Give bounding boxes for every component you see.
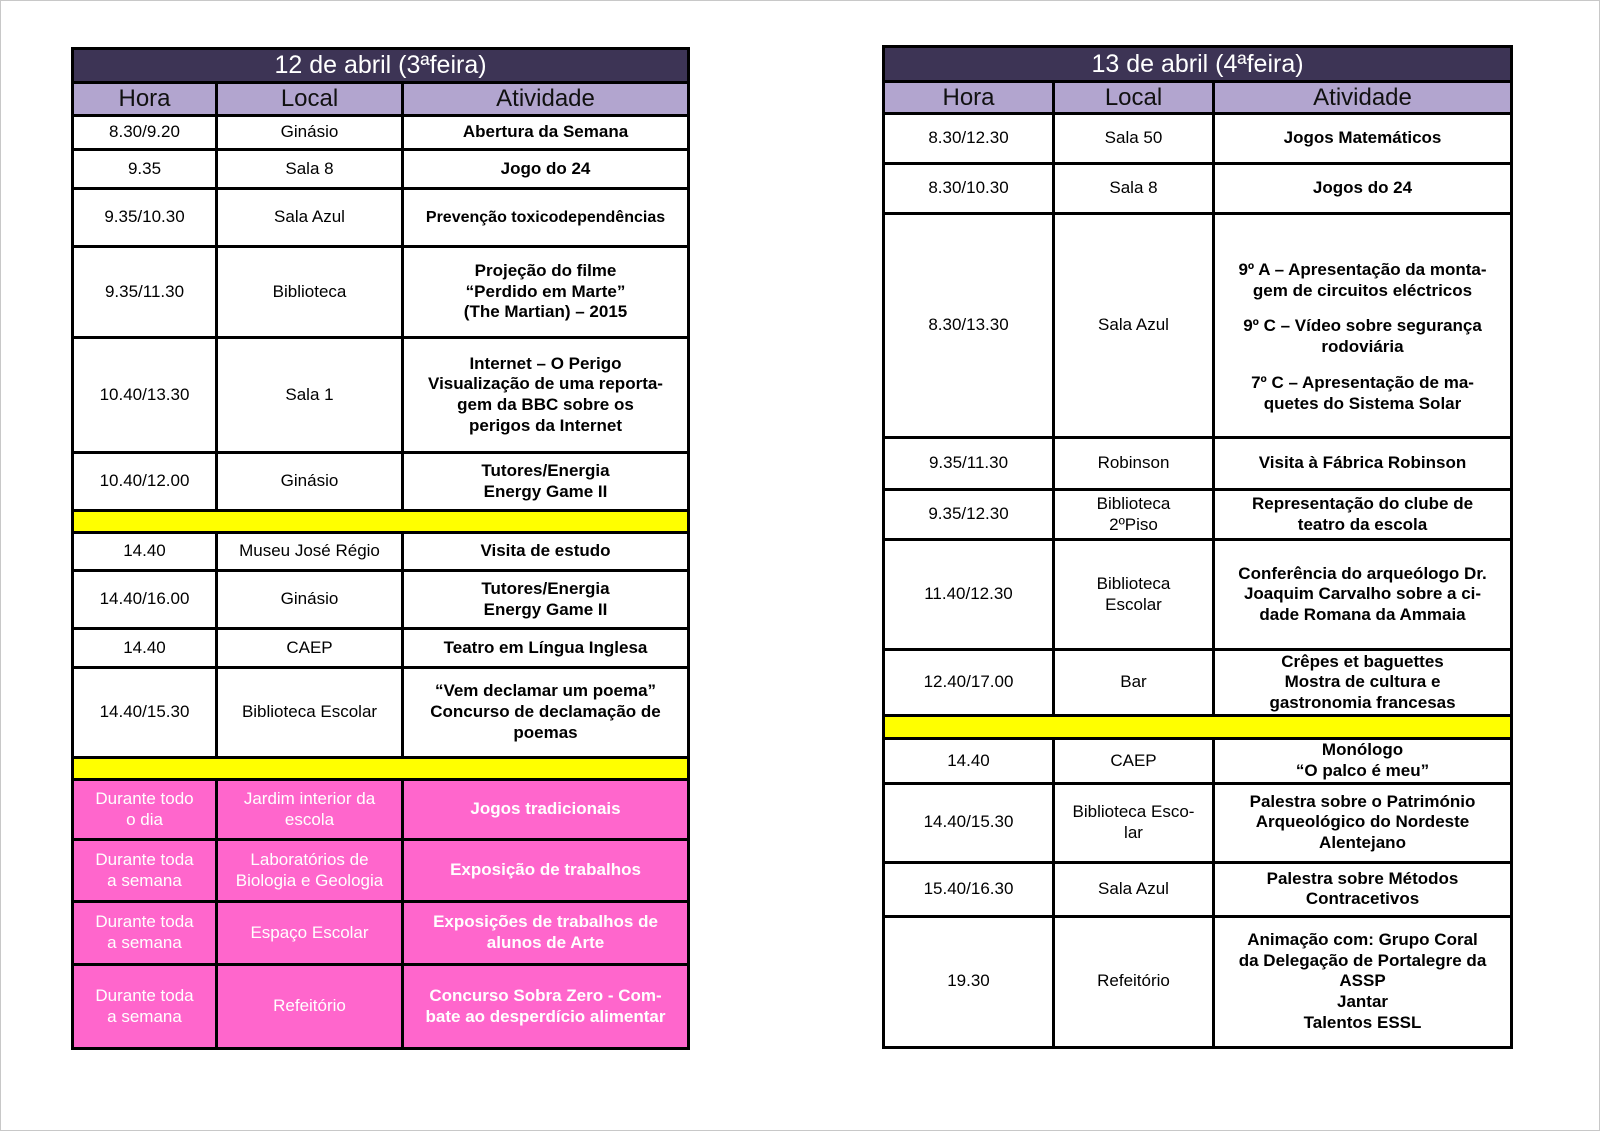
cell-hora: 14.40 (73, 533, 217, 571)
cell-hora: 8.30/13.30 (884, 214, 1054, 438)
activity-line-7c: 7º C – Apresentação de ma- quetes do Sistema Solar (1251, 372, 1474, 413)
table-row (73, 571, 689, 629)
table-row (73, 668, 689, 758)
cell-hora: 10.40/13.30 (73, 338, 217, 453)
table-row (73, 150, 689, 189)
table-row (73, 453, 689, 511)
separator-bar (73, 511, 689, 533)
cell-atividade: Concurso Sobra Zero - Com- bate ao desperdício alimentar (403, 965, 689, 1049)
cell-hora: 11.40/12.30 (884, 540, 1054, 650)
cell-atividade: Teatro em Língua Inglesa (403, 629, 689, 668)
cell-hora: 8.30/12.30 (884, 114, 1054, 164)
table-row (884, 490, 1512, 540)
table-row (884, 164, 1512, 214)
table-row (884, 540, 1512, 650)
cell-atividade: Jogos do 24 (1214, 164, 1512, 214)
table-row (884, 114, 1512, 164)
cell-local: Espaço Escolar (217, 902, 403, 965)
cell-atividade: Jogos tradicionais (403, 780, 689, 840)
schedule-table-day1 (71, 47, 690, 1050)
table-row (73, 840, 689, 902)
cell-atividade: Animação com: Grupo Coral da Delegação de Portalegre da ASSP Jantar Talentos ESSL (1214, 916, 1512, 1047)
table-row (73, 629, 689, 668)
table-row (73, 189, 689, 247)
column-header-local: Local (217, 83, 403, 116)
separator-row (73, 758, 689, 780)
activity-line-9c: 9º C – Vídeo sobre segurança rodoviária (1243, 316, 1482, 357)
table-row (73, 247, 689, 338)
cell-local: Biblioteca (217, 247, 403, 338)
cell-atividade: Monólogo “O palco é meu” (1214, 739, 1512, 783)
cell-local: Jardim interior da escola (217, 780, 403, 840)
cell-local: Laboratórios de Biologia e Geologia (217, 840, 403, 902)
cell-local: Sala Azul (1054, 214, 1214, 438)
cell-local: Sala 8 (1054, 164, 1214, 214)
table-row (73, 338, 689, 453)
cell-hora: 9.35/11.30 (884, 438, 1054, 490)
table-row (884, 650, 1512, 716)
table-row (884, 783, 1512, 862)
column-header-hora: Hora (73, 83, 217, 116)
cell-atividade: Visita de estudo (403, 533, 689, 571)
cell-local: Museu José Régio (217, 533, 403, 571)
day-title: 13 de abril (4ªfeira) (884, 47, 1512, 82)
table-row (73, 965, 689, 1049)
cell-atividade: Visita à Fábrica Robinson (1214, 438, 1512, 490)
cell-atividade: Exposição de trabalhos (403, 840, 689, 902)
cell-atividade: Exposições de trabalhos de alunos de Arte (403, 902, 689, 965)
table-row (884, 862, 1512, 916)
day-title: 12 de abril (3ªfeira) (73, 49, 689, 83)
column-header-hora: Hora (884, 82, 1054, 114)
cell-local: Refeitório (1054, 916, 1214, 1047)
cell-hora: Durante toda a semana (73, 965, 217, 1049)
cell-local: Sala Azul (217, 189, 403, 247)
cell-atividade (1214, 214, 1512, 438)
table-row (73, 533, 689, 571)
cell-hora: 14.40/16.00 (73, 571, 217, 629)
table-row (884, 916, 1512, 1047)
table-row (73, 116, 689, 150)
table-row (884, 214, 1512, 438)
cell-hora: 8.30/10.30 (884, 164, 1054, 214)
separator-bar (73, 758, 689, 780)
cell-atividade: Crêpes et baguettes Mostra de cultura e gastronomia francesas (1214, 650, 1512, 716)
cell-local: Robinson (1054, 438, 1214, 490)
cell-local: Ginásio (217, 453, 403, 511)
cell-local: Refeitório (217, 965, 403, 1049)
cell-hora: 14.40 (73, 629, 217, 668)
cell-atividade: Projeção do filme “Perdido em Marte” (The Martian) – 2015 (403, 247, 689, 338)
cell-atividade: Abertura da Semana (403, 116, 689, 150)
cell-atividade: Conferência do arqueólogo Dr. Joaquim Carvalho sobre a ci- dade Romana da Ammaia (1214, 540, 1512, 650)
cell-hora: 10.40/12.00 (73, 453, 217, 511)
cell-atividade: Palestra sobre Métodos Contracetivos (1214, 862, 1512, 916)
table-row (884, 739, 1512, 783)
cell-hora: 8.30/9.20 (73, 116, 217, 150)
cell-hora: 15.40/16.30 (884, 862, 1054, 916)
cell-atividade: Tutores/Energia Energy Game II (403, 571, 689, 629)
column-header-local: Local (1054, 82, 1214, 114)
cell-local: Biblioteca Esco- lar (1054, 783, 1214, 862)
table-row (73, 780, 689, 840)
cell-hora: Durante todo o dia (73, 780, 217, 840)
cell-hora: 9.35/11.30 (73, 247, 217, 338)
cell-local: Biblioteca Escolar (217, 668, 403, 758)
cell-atividade: Jogos Matemáticos (1214, 114, 1512, 164)
cell-atividade: Palestra sobre o Património Arqueológico do Nordeste Alentejano (1214, 783, 1512, 862)
cell-local: Sala Azul (1054, 862, 1214, 916)
cell-hora: 9.35/10.30 (73, 189, 217, 247)
cell-local: Sala 1 (217, 338, 403, 453)
table-row (884, 438, 1512, 490)
cell-hora: Durante toda a semana (73, 840, 217, 902)
separator-row (884, 716, 1512, 739)
cell-hora: 19.30 (884, 916, 1054, 1047)
separator-bar (884, 716, 1512, 739)
cell-hora: 9.35 (73, 150, 217, 189)
cell-local: CAEP (217, 629, 403, 668)
cell-local: Ginásio (217, 571, 403, 629)
cell-local: Bar (1054, 650, 1214, 716)
cell-hora: 9.35/12.30 (884, 490, 1054, 540)
cell-hora: 14.40/15.30 (884, 783, 1054, 862)
cell-atividade: “Vem declamar um poema” Concurso de declamação de poemas (403, 668, 689, 758)
cell-hora: 12.40/17.00 (884, 650, 1054, 716)
cell-hora: Durante toda a semana (73, 902, 217, 965)
cell-local: Ginásio (217, 116, 403, 150)
cell-atividade: Internet – O Perigo Visualização de uma reporta- gem da BBC sobre os perigos da Internet (403, 338, 689, 453)
cell-hora: 14.40/15.30 (73, 668, 217, 758)
cell-local: Sala 8 (217, 150, 403, 189)
column-header-atividade: Atividade (1214, 82, 1512, 114)
cell-atividade: Tutores/Energia Energy Game II (403, 453, 689, 511)
schedule-table-day2 (882, 45, 1513, 1049)
activity-line-9a: 9º A – Apresentação da monta- gem de circuitos eléctricos (1238, 259, 1487, 300)
separator-row (73, 511, 689, 533)
cell-atividade: Representação do clube de teatro da escola (1214, 490, 1512, 540)
table-row (73, 902, 689, 965)
column-header-atividade: Atividade (403, 83, 689, 116)
cell-atividade: Prevenção toxicodependências (403, 189, 689, 247)
cell-local: CAEP (1054, 739, 1214, 783)
cell-local: Sala 50 (1054, 114, 1214, 164)
cell-hora: 14.40 (884, 739, 1054, 783)
cell-local: Biblioteca Escolar (1054, 540, 1214, 650)
cell-atividade: Jogo do 24 (403, 150, 689, 189)
cell-local: Biblioteca 2ºPiso (1054, 490, 1214, 540)
